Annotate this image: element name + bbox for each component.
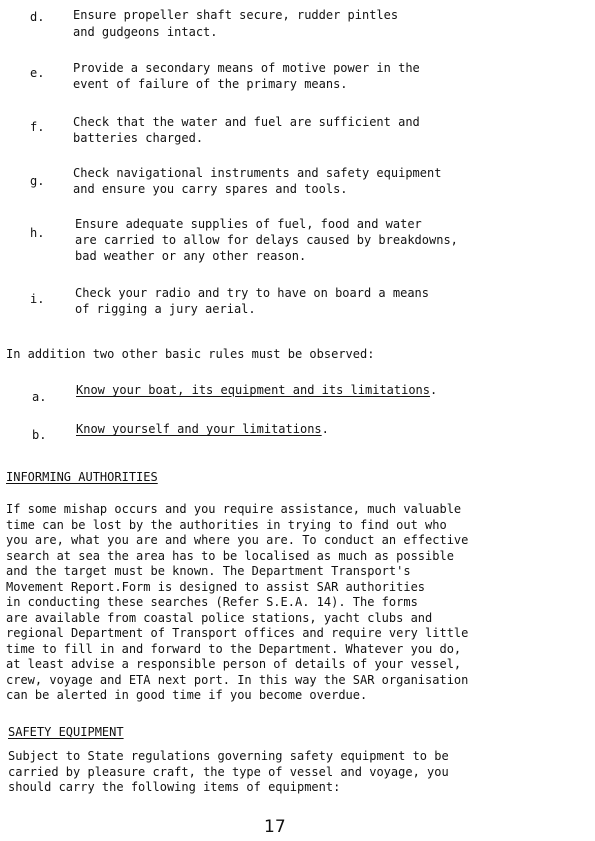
item-f-line-2: batteries charged. [73,131,204,145]
rules-intro: In addition two other basic rules must be observed: [6,347,375,361]
rule-b-text [76,422,329,436]
rule-b-underlined: Know yourself and your limitations [76,422,322,436]
informing-line: time to fill in and forward to the Department. Whatever you do, [6,641,462,656]
page-number: 17 [264,817,286,837]
safety-paragraph [8,749,449,796]
item-f-line-1: Check that the water and fuel are sufficient and [73,115,420,129]
rule-marker-b: b. [32,428,47,442]
item-g-line-2: and ensure you carry spares and tools. [73,182,348,196]
rule-b-period: . [321,422,329,436]
informing-line: you are, what you are and where you are. To conduct an effective [6,533,469,547]
item-h-line-1: Ensure adequate supplies of fuel, food and water [75,217,422,231]
informing-line: at least advise a responsible person of details of your vessel, [6,657,462,671]
rule-marker-a: a. [32,390,47,404]
list-marker-i: i. [30,292,45,306]
item-d-line-2: and gudgeons intact. [73,25,218,39]
informing-line: can be alerted in good time if you become overdue. [6,688,368,702]
informing-line: in conducting these searches (Refer S.E.A. 14). The forms [6,595,418,609]
item-g-line-1: Check navigational instruments and safety equipment [73,166,442,180]
item-h-line-3: bad weather or any other reason. [75,249,307,263]
list-marker-h: h. [30,226,45,240]
rule-a-period: . [430,383,438,397]
item-h-line-2: are carried to allow for delays caused by breakdowns, [75,233,458,247]
list-marker-e: e. [30,66,45,80]
list-marker-d: d. [30,10,45,24]
item-i-line-2: of rigging a jury aerial. [75,302,256,316]
item-e-line-2: event of failure of the primary means. [73,77,348,91]
informing-line: and the target must be known. The Department Transport's [6,564,411,578]
informing-line: regional Department of Transport offices and require very little [6,626,469,640]
item-e-line-1: Provide a secondary means of motive power in the [73,61,420,75]
list-marker-g: g. [30,174,45,188]
informing-line: Movement Report.Form is designed to assist SAR authorities [6,579,426,594]
item-d-line-1: Ensure propeller shaft secure, rudder pintles [73,8,399,22]
heading-informing-authorities: INFORMING AUTHORITIES [6,470,158,484]
informing-line: If some mishap occurs and you require assistance, much valuable [6,502,462,516]
rule-a-underlined: Know your boat, its equipment and its limitations [76,383,431,397]
safety-line: carried by pleasure craft, the type of vessel and voyage, you [8,764,449,779]
item-i-line-1: Check your radio and try to have on board a means [75,286,430,300]
informing-line: search at sea the area has to be localised as much as possible [6,548,454,563]
rule-a-text [76,383,437,397]
informing-line: time can be lost by the authorities in trying to find out who [6,517,447,532]
safety-line: Subject to State regulations governing safety equipment to be [8,749,449,763]
informing-line: are available from coastal police stations, yacht clubs and [6,610,433,625]
list-marker-f: f. [30,120,45,134]
safety-line: should carry the following items of equipment: [8,780,341,794]
heading-safety-equipment: SAFETY EQUIPMENT [8,725,124,739]
informing-paragraph [6,502,468,704]
informing-line: crew, voyage and ETA next port. In this way the SAR organisation [6,672,469,687]
